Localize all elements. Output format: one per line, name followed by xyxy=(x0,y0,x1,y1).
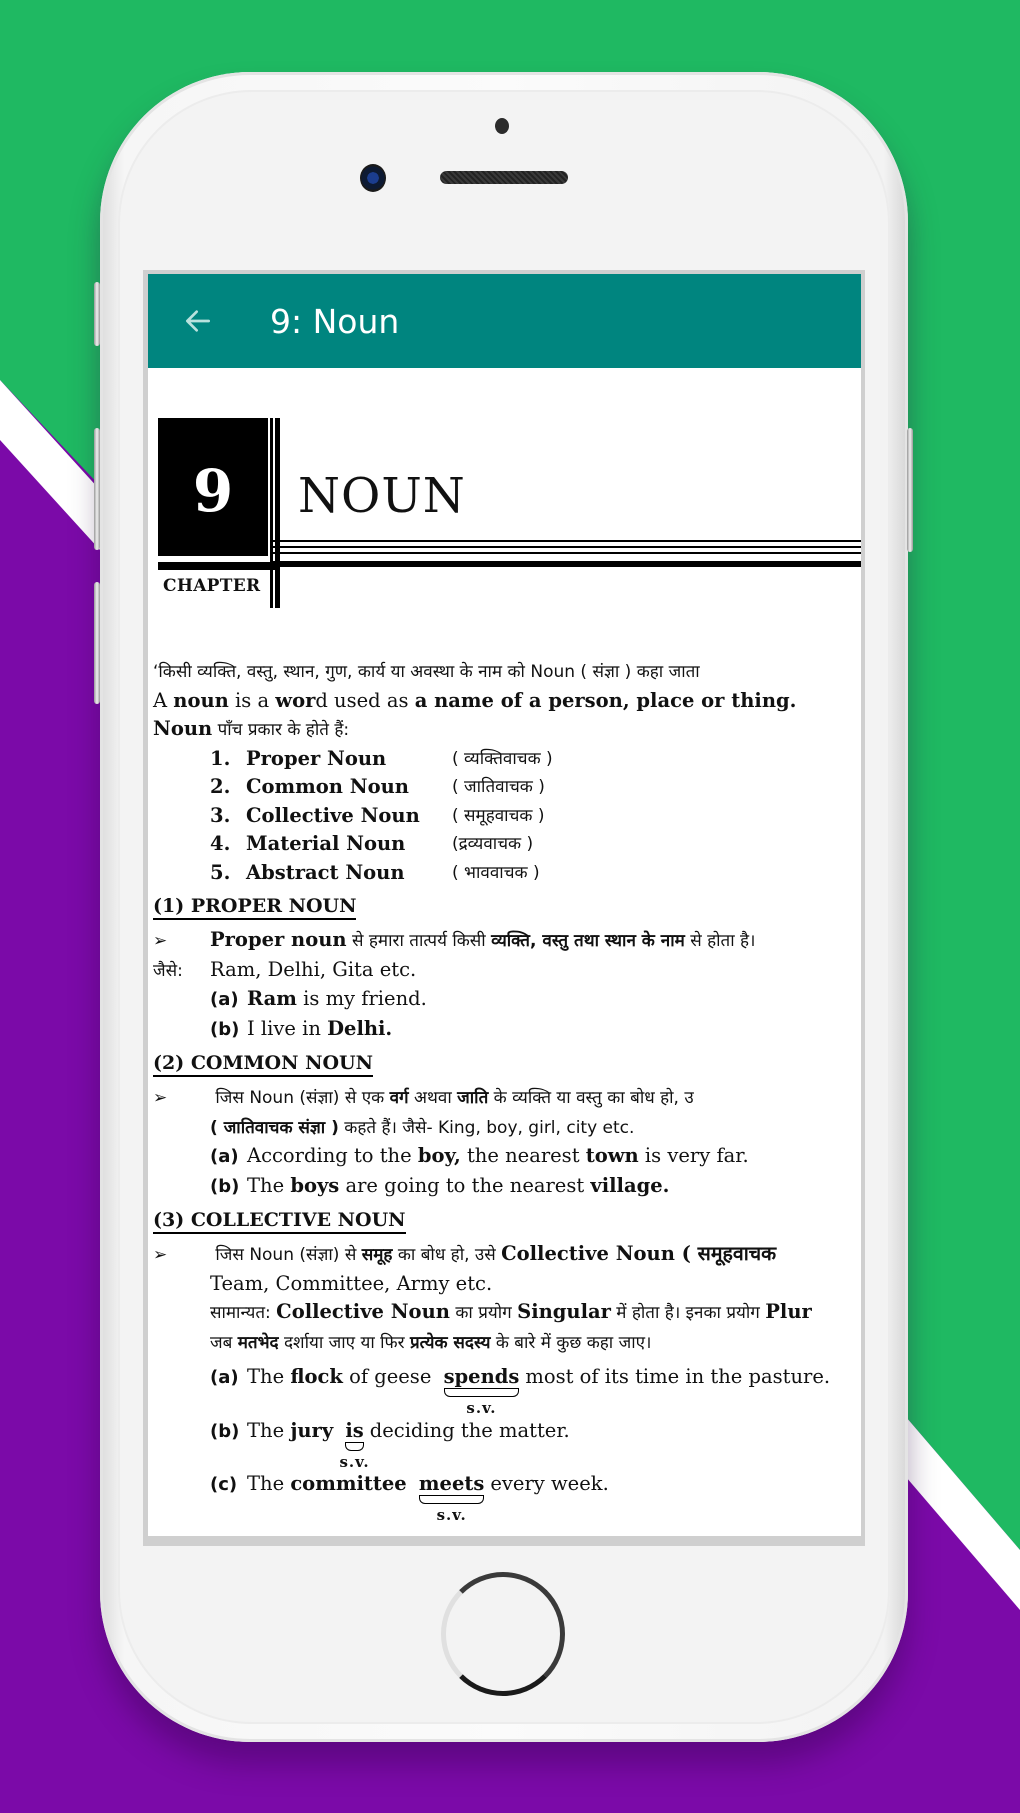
home-button[interactable] xyxy=(441,1572,565,1696)
example-item: (b) The boys are going to the nearest village. xyxy=(210,1173,670,1197)
singular-verb-annotation: meets s.v. xyxy=(418,1472,485,1524)
chapter-rule xyxy=(270,561,861,567)
chapter-divider xyxy=(270,418,273,608)
collective-noun-usage: सामान्यत: Collective Noun का प्रयोग Singular में होता है। इनका प्रयोग Plur xyxy=(210,1300,812,1323)
list-item: 4. Material Noun (द्रव्यवाचक ) xyxy=(210,832,534,855)
arrow-bullet-icon: ➢ xyxy=(153,1245,168,1265)
singular-verb-annotation: is s.v. xyxy=(339,1418,370,1471)
example-item: (c) The committee meets s.v. every week. xyxy=(210,1472,609,1524)
chapter-divider xyxy=(275,418,280,608)
common-noun-examples: ( जातिवाचक संज्ञा ) कहते हैं। जैसे- King, boy, girl, city etc. xyxy=(210,1117,635,1138)
list-item: 5. Abstract Noun ( भाववाचक ) xyxy=(210,860,540,884)
example-item: (a) Ram is my friend. xyxy=(210,987,427,1010)
example-item: (b) The jury is s.v. deciding the matter. xyxy=(210,1418,570,1471)
english-definition: A noun is a word used as a name of a person, place or thing. xyxy=(153,688,797,712)
example-item: (a) The flock of geese spends s.v. most of its time in the pasture. xyxy=(210,1365,831,1417)
chapter-rule xyxy=(270,552,861,554)
volume-up-button xyxy=(94,428,100,550)
singular-verb-annotation: spends s.v. xyxy=(443,1365,520,1417)
proximity-sensor xyxy=(495,118,509,134)
types-heading: Noun पाँच प्रकार के होते हैं: xyxy=(153,717,350,740)
example-item: (b) I live in Delhi. xyxy=(210,1016,393,1040)
common-noun-definition: ➢ जिस Noun (संज्ञा) से एक वर्ग अथवा जाति के व्यक्ति या वस्तु का बोध हो, उ xyxy=(153,1083,861,1113)
chapter-rule xyxy=(270,546,861,548)
earpiece-speaker xyxy=(440,171,568,184)
section-heading-collective-noun: (3) COLLECTIVE NOUN xyxy=(153,1209,406,1234)
collective-noun-usage-cont: जब मतभेद दर्शाया जाए या फिर प्रत्येक सदस्य के बारे में कुछ कहा जाए। xyxy=(210,1332,652,1353)
chapter-rule xyxy=(270,540,861,542)
arrow-bullet-icon: ➢ xyxy=(153,931,168,951)
chapter-header xyxy=(153,368,861,658)
hindi-definition: ‘किसी व्यक्ति, वस्तु, स्थान, गुण, कार्य या अवस्था के नाम को Noun ( संज्ञा ) कहा जाता xyxy=(153,662,700,682)
arrow-bullet-icon: ➢ xyxy=(153,1088,168,1108)
section-heading-common-noun: (2) COMMON NOUN xyxy=(153,1052,373,1077)
collective-noun-definition: ➢ जिस Noun (संज्ञा) से समूह का बोध हो, उसे Collective Noun ( समूहवाचक xyxy=(153,1240,861,1270)
app-bar xyxy=(148,274,861,368)
front-camera-icon xyxy=(360,164,386,192)
chapter-title: NOUN xyxy=(298,468,466,524)
volume-down-button xyxy=(94,582,100,704)
arrow-left-icon xyxy=(182,305,214,337)
proper-noun-examples: जैसे: Ram, Delhi, Gita etc. xyxy=(153,957,417,981)
section-heading-proper-noun: (1) PROPER NOUN xyxy=(153,895,356,920)
proper-noun-definition: ➢ Proper noun से हमारा तात्पर्य किसी व्यक्ति, वस्तु तथा स्थान के नाम से होता है। xyxy=(153,926,861,956)
phone-screen xyxy=(143,270,865,1546)
chapter-number: 9 xyxy=(158,418,268,556)
list-item: 2. Common Noun ( जातिवाचक ) xyxy=(210,775,545,798)
example-item: (a) According to the boy, the nearest town is very far. xyxy=(210,1144,749,1167)
list-item: 1. Proper Noun ( व्यक्तिवाचक ) xyxy=(210,746,553,770)
noun-types-list xyxy=(153,745,861,888)
back-button[interactable] xyxy=(170,293,226,349)
power-button xyxy=(907,428,913,552)
chapter-divider xyxy=(158,562,275,570)
list-item: 3. Collective Noun ( समूहवाचक ) xyxy=(210,803,545,827)
chapter-label: CHAPTER xyxy=(163,576,261,596)
mute-switch xyxy=(94,282,100,346)
collective-noun-examples: Team, Committee, Army etc. xyxy=(210,1271,493,1295)
page-title: 9: Noun xyxy=(270,301,400,341)
document-content[interactable] xyxy=(148,368,861,1524)
